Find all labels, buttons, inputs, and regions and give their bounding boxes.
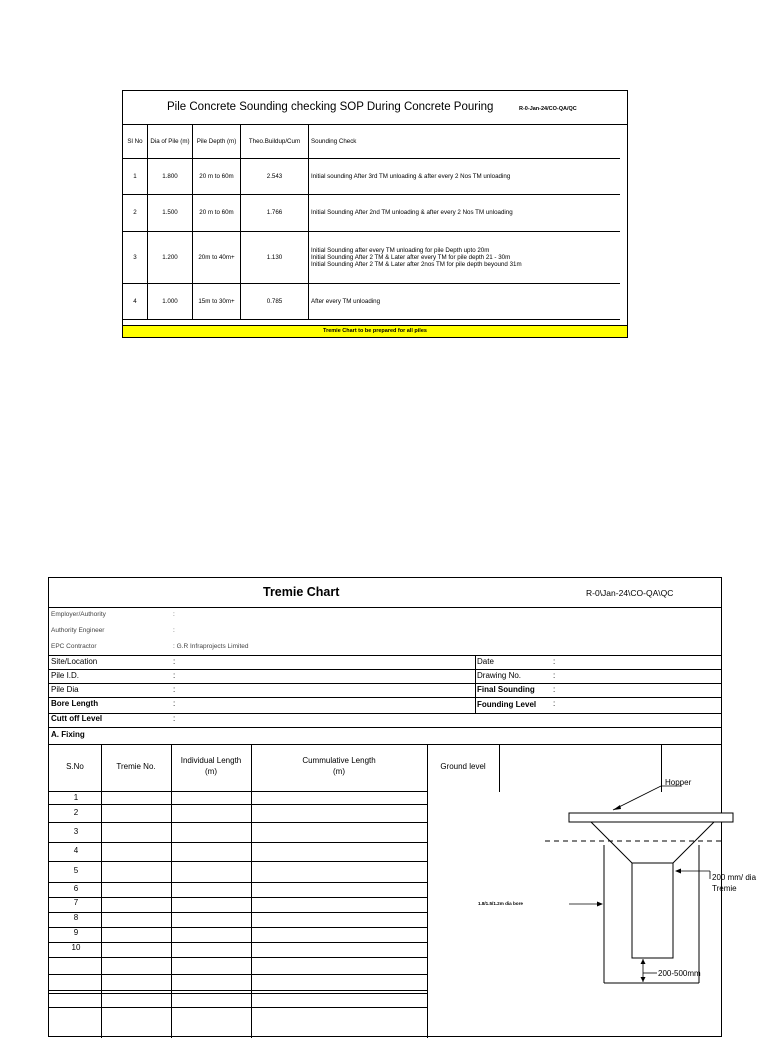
divider [49, 912, 428, 913]
bore-arrowhead [597, 902, 603, 907]
col-cumulative-unit: (m) [333, 767, 345, 776]
drawing-colon: : [553, 671, 556, 680]
divider [49, 1007, 428, 1008]
hopper-label: Hopper [665, 778, 692, 787]
col-sno-header: S.No [66, 762, 84, 771]
date-label: Date [477, 657, 494, 666]
tremie-arrowhead [675, 869, 681, 874]
sop-table [122, 90, 628, 338]
divider [49, 974, 428, 975]
cell-sl: 4 [123, 283, 148, 319]
serial-number: 1 [73, 793, 79, 802]
divider [49, 993, 428, 994]
bore-length-colon: : [173, 699, 176, 708]
founding-level-colon: : [553, 699, 556, 708]
sop-header-row [123, 125, 620, 158]
sop-footer-note: Tremie Chart to be prepared for all piles [123, 325, 627, 337]
header-theo: Theo.Buildup/Cum [241, 125, 309, 158]
tremie-label-1: 200 mm/ dia [712, 873, 757, 882]
pile-dia-label: Pile Dia [51, 685, 79, 694]
header-depth: Pile Depth (m) [193, 125, 241, 158]
site-colon: : [173, 657, 176, 666]
check-line: Initial Sounding After 2 TM & Later after every TM for pile depth 21 - 30m [311, 253, 511, 261]
hopper-plate [569, 813, 733, 822]
employer-label: Employer/Authority [51, 611, 106, 618]
tremie-reference: R-0\Jan-24\CO-QA\QC [586, 588, 674, 598]
cell-depth: 15m to 30m+ [193, 283, 241, 319]
cell-theo: 2.543 [241, 158, 309, 194]
bore-label: 1.8/1.5/1.2m dia bore [478, 901, 523, 906]
employer-colon: : [173, 611, 175, 618]
founding-level-label: Founding Level [477, 700, 537, 709]
cell-dia: 1.000 [148, 283, 193, 319]
tremie-chart [48, 577, 757, 1037]
sop-title: Pile Concrete Sounding checking SOP During Concrete Pouring [167, 101, 494, 113]
col-tremie-header: Tremie No. [116, 762, 156, 771]
divider [49, 882, 428, 883]
cutoff-label: Cutt off Level [51, 714, 103, 723]
cell-theo: 1.766 [241, 194, 309, 231]
hopper-arrowhead [613, 805, 621, 810]
divider [49, 927, 428, 928]
divider [49, 713, 721, 714]
serial-number: 8 [73, 913, 79, 922]
cutoff-colon: : [173, 714, 176, 723]
check-line: Initial Sounding After 2 TM & Later after 2nos TM for pile depth beyound 31m [311, 260, 522, 268]
table-row [123, 158, 620, 194]
cell-check [309, 231, 621, 283]
cell-check: Initial sounding After 3rd TM unloading & after every 2 Nos TM unloading [309, 158, 621, 194]
divider [49, 861, 428, 862]
divider [49, 990, 428, 991]
bore-length-label: Bore Length [51, 699, 99, 708]
serial-number: 9 [73, 928, 79, 937]
divider [49, 957, 428, 958]
cell-theo: 0.785 [241, 283, 309, 319]
col-individual-header: Individual Length [180, 756, 242, 765]
serial-number: 4 [73, 846, 79, 855]
divider [49, 842, 428, 843]
table-row [123, 283, 620, 319]
cell-check: Initial Sounding After 2nd TM unloading & after every 2 Nos TM unloading [309, 194, 621, 231]
pile-id-label: Pile I.D. [51, 671, 80, 680]
site-label: Site/Location [51, 657, 98, 666]
divider [475, 655, 476, 713]
final-sounding-label: Final Sounding [477, 685, 535, 694]
cell-sl: 1 [123, 158, 148, 194]
serial-number: 7 [73, 898, 79, 907]
col-cumulative-header: Cummulative Length [302, 756, 376, 765]
serial-number: 3 [73, 827, 79, 836]
divider [49, 683, 721, 684]
tremie-title-row [49, 578, 721, 608]
cell-depth: 20m to 40m+ [193, 231, 241, 283]
sop-reference: R-0-Jan-24/CO-QA/QC [519, 106, 577, 112]
cell-sl: 3 [123, 231, 148, 283]
serial-number: 5 [73, 866, 79, 875]
drawing-label: Drawing No. [477, 671, 522, 680]
cell-depth: 20 m to 60m [193, 194, 241, 231]
divider [49, 669, 721, 670]
tremie-label-2: Tremie [712, 884, 737, 893]
serial-number: 6 [73, 884, 79, 893]
engineer-colon: : [173, 627, 175, 634]
epc-value: : G.R Infraprojects Limited [173, 643, 249, 650]
final-sounding-colon: : [553, 685, 556, 694]
divider [49, 897, 428, 898]
divider [49, 727, 721, 728]
table-row [123, 194, 620, 231]
engineer-label: Authority Engineer [51, 627, 105, 634]
cell-sl: 2 [123, 194, 148, 231]
divider [49, 942, 428, 943]
header-sounding-check: Sounding Check [309, 125, 621, 158]
col-ground-header: Ground level [440, 762, 486, 771]
hopper-funnel [591, 822, 714, 863]
serial-number: 10 [71, 943, 81, 952]
epc-label: EPC Contractor [51, 643, 97, 650]
sop-grid [123, 125, 620, 320]
sop-title-row [123, 91, 627, 125]
gap-arrow-bottom [641, 977, 646, 982]
cell-dia: 1.200 [148, 231, 193, 283]
cell-theo: 1.130 [241, 231, 309, 283]
pile-id-colon: : [173, 671, 176, 680]
divider [49, 744, 721, 745]
table-row [123, 231, 620, 283]
header-dia: Dia of Pile (m) [148, 125, 193, 158]
header-sl-no: Sl No [123, 125, 148, 158]
date-colon: : [553, 657, 556, 666]
tremie-title: Tremie Chart [263, 585, 340, 599]
gap-arrow-top [641, 959, 646, 964]
serial-number: 2 [73, 808, 79, 817]
tremie-pipe [632, 863, 673, 958]
check-line: Initial Sounding after every TM unloading for pile Depth upto 20m [311, 246, 490, 254]
cell-dia: 1.500 [148, 194, 193, 231]
divider [49, 655, 721, 656]
section-a-label: A. Fixing [51, 730, 85, 739]
gap-label: 200-500mm [658, 969, 701, 978]
divider [49, 697, 721, 698]
tremie-diagram [429, 773, 757, 998]
col-individual-unit: (m) [205, 767, 217, 776]
divider [49, 791, 428, 792]
cell-depth: 20 m to 60m [193, 158, 241, 194]
cell-dia: 1.800 [148, 158, 193, 194]
cell-check: After every TM unloading [309, 283, 621, 319]
divider [49, 804, 428, 805]
pile-dia-colon: : [173, 685, 176, 694]
divider [49, 822, 428, 823]
